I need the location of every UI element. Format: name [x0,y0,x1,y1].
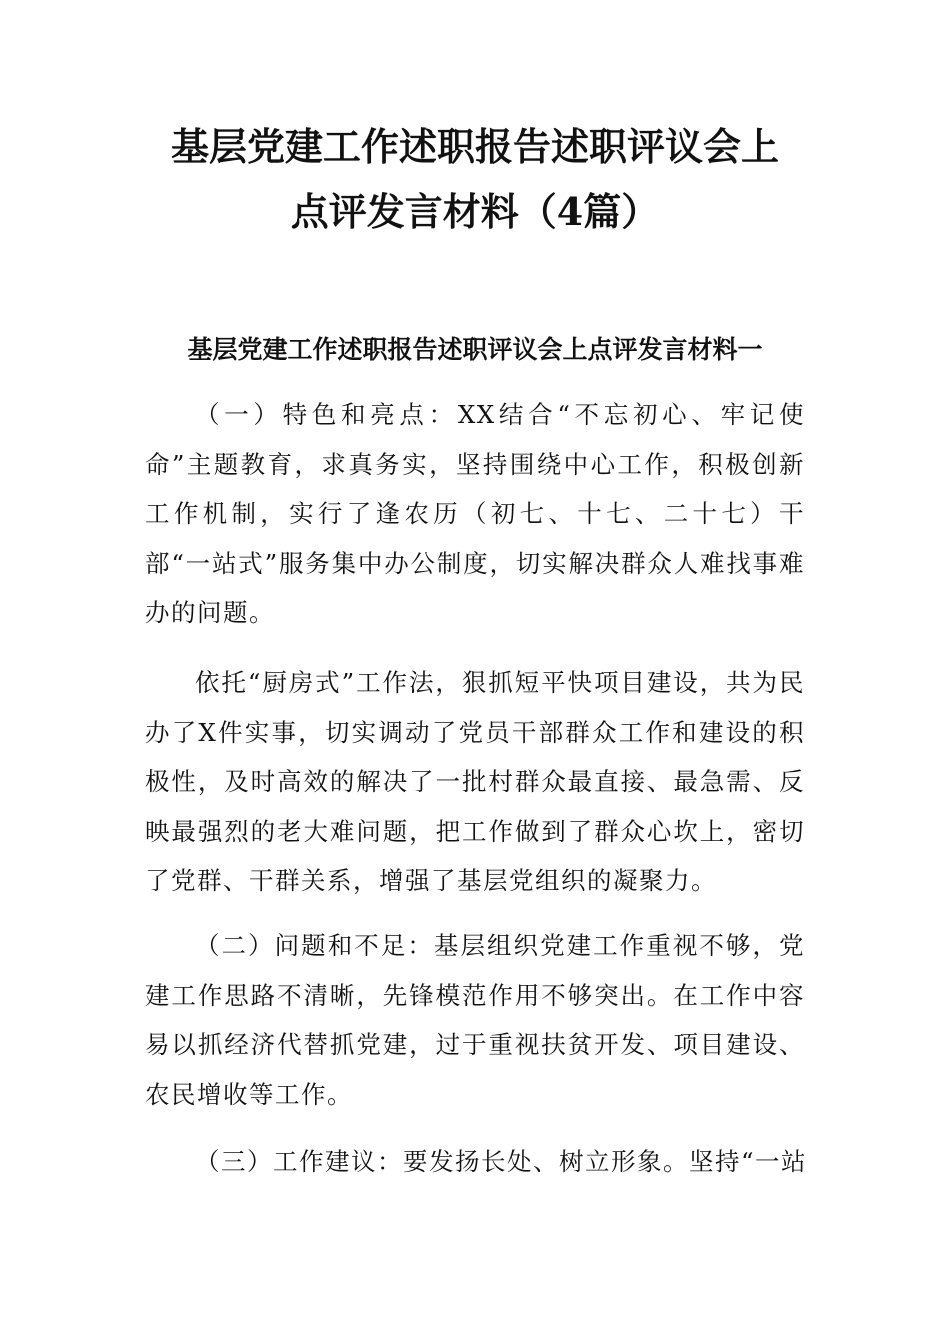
paragraph-features: （一）特色和亮点：XX结合“不忘初心、牢记使命”主题教育，求真务实，坚持围绕中心工作，积极创新工作机制，实行了逢农历（初七、十七、二十七）干部“一站式”服务集中办公制度，切实解决群众人难找事难办的问题。 [145,400,805,627]
document-title-line1: 基层党建工作述职报告述职评议会上 [170,124,779,169]
paragraph-suggestions: （三）工作建议：要发扬长处、树立形象。坚持“一站 [195,1147,808,1176]
section-heading: 基层党建工作述职报告述职评议会上点评发言材料一 [187,335,763,364]
document-title-line2: 点评发言材料（4篇） [290,189,660,234]
paragraph-kitchen-method: 依托“厨房式”工作法，狠抓短平快项目建设，共为民办了X件实事，切实调动了党员干部群众工作和建设的积极性，及时高效的解决了一批村群众最直接、最急需、反映最强烈的老大难问题，把工作做到了群众心坎上，密切了党群、干群关系，增强了基层党组织的凝聚力。 [145,668,805,895]
paragraph-problems: （二）问题和不足：基层组织党建工作重视不够，党建工作思路不清晰，先锋模范作用不够突出。在工作中容易以抓经济代替抓党建，过于重视扶贫开发、项目建设、农民增收等工作。 [145,931,805,1109]
